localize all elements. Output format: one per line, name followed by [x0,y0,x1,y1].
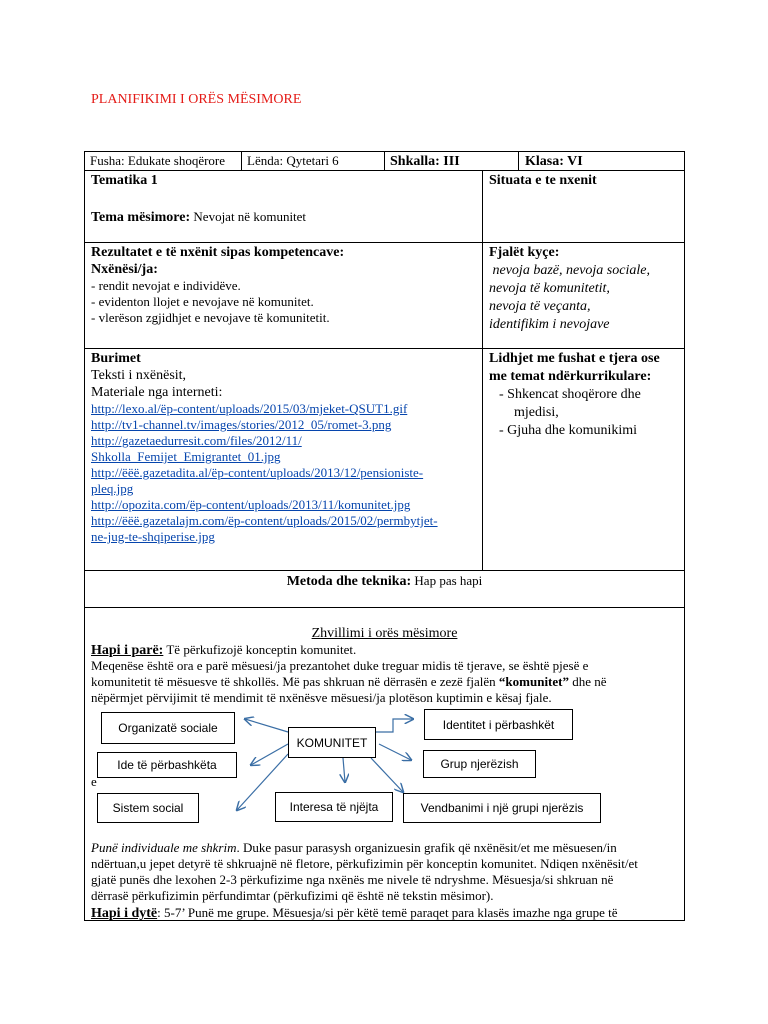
burimet-heading: Burimet [91,351,141,366]
fjalet-item: nevoja të veçanta, [489,299,591,314]
resource-link[interactable]: http://ëëë.gazetalajm.com/ëp-content/uploads/2015/02/permbytjet- [91,513,438,528]
hapi2-text: : 5-7’ Punë me grupe. Mësuesja/si për këtë temë paraqet para klasës imazhe nga grupe të [157,905,618,920]
resource-link[interactable]: http://tv1-channel.tv/images/stories/2012_05/romet-3.png [91,417,392,432]
burimet-line: Materiale nga interneti: [91,385,223,400]
hapi2-label: Hapi i dytë [91,906,158,921]
hapi2-line [91,904,617,922]
metoda-value: Hap pas hapi [411,573,483,588]
lesson-plan-table [84,151,685,921]
arrow-to-vendbanimi [371,758,403,792]
fjalet-item: nevoja të komunitetit, [489,281,610,296]
zhvillimi-title: Zhvillimi i orës mësimore [311,626,458,641]
nxenesi-label: Nxënësi/ja: [91,262,158,277]
rezultat-item: - rendit nevojat e individëve. [91,278,241,293]
resource-link[interactable]: http://gazetaedurresit.com/files/2012/11/ [91,433,302,448]
fjalet-heading: Fjalët kyçe: [489,245,560,260]
concept-node: Sistem social [97,793,199,823]
concept-center-komunitet: KOMUNITET [288,727,376,758]
fusha-cell: Fusha: Edukate shoqërore [90,153,226,168]
tema-label: Tema mësimore: [91,210,191,225]
tema-value: Nevojat në komunitet [190,209,307,224]
concept-node: Ide të përbashkëta [97,752,237,778]
fjalet-item: identifikim i nevojave [489,317,610,332]
paragraph-line: nëpërmjet përvijimit të mendimit të nxënësve mësuesi/ja plotëson kuptimin e kësaj fjale. [91,690,552,705]
paragraph-line: dërrasë përkufizimin përfundimtar (përkufizimi që është në tekstin mësimor). [91,888,494,903]
rezultat-item: - vlerëson zgjidhjet e nevojave të komunitetit. [91,310,330,325]
lidhjet-item: - Shkencat shoqërore dhe [499,387,641,402]
shkalla-cell: Shkalla: III [390,154,460,169]
resource-link[interactable]: http://lexo.al/ëp-content/uploads/2015/03/mjeket-QSUT1.gif [91,401,408,416]
resource-link[interactable]: Shkolla_Femijet_Emigrantet_01.jpg [91,449,281,464]
rezultatet-heading: Rezultatet e të nxënit sipas kompetencave: [91,245,345,260]
concept-node: Grup njerëzish [423,750,536,778]
paragraph-line: komunitetit të mësuesve të shkollës. Më pas shkruan në dërrasën e zezë fjalën “komunitet” dhe në [91,674,607,689]
paragraph-line: gjatë punës dhe lexohen 2-3 përkufizime nga nxënës me nivele të ndryshme. Mësuesja/si shkruan në [91,872,614,887]
lidhjet-item: - Gjuha dhe komunikimi [499,423,638,438]
concept-node: Organizatë sociale [101,712,235,744]
concept-node: Interesa të njëjta [275,792,393,822]
hapi1-text: Të përkufizojë konceptin komunitet. [163,642,357,657]
stray-letter: e [91,774,97,789]
resource-link[interactable]: pleq.jpg [91,481,134,496]
lidhjet-item: mjedisi, [514,405,559,420]
klasa-cell: Klasa: VI [525,154,583,169]
lidhjet-heading: Lidhjet me fushat e tjera ose [489,351,660,366]
hapi1-label: Hapi i parë: [91,643,164,658]
page-title: PLANIFIKIMI I ORËS MËSIMORE [91,92,302,107]
arrow-to-interesa [343,758,345,782]
resource-link[interactable]: ne-jug-te-shqiperise.jpg [91,529,215,544]
concept-node: Identitet i përbashkët [424,709,573,740]
arrow-to-ide [251,744,288,765]
resource-link[interactable]: http://ëëë.gazetadita.al/ëp-content/uploads/2013/12/pensioniste- [91,465,424,480]
arrow-to-identitet [375,719,413,732]
burimet-line: Teksti i nxënësit, [91,368,187,383]
keyword-komunitet: “komunitet” [498,674,569,689]
paragraph-line: Punë individuale me shkrim. Duke pasur parasysh organizuesin grafik që nxënësit/et me mësuesen/in [91,840,617,855]
arrow-to-organizate [245,719,288,732]
resource-link[interactable]: http://opozita.com/ëp-content/uploads/2013/11/komunitet.jpg [91,497,411,512]
paragraph-individual-work [91,840,679,904]
paragraph-line: Meqenëse është ora e parë mësuesi/ja prezantohet duke treguar midis të tjerave, se është pjesë e [91,658,589,673]
lenda-cell: Lënda: Qytetari 6 [247,153,339,168]
arrow-to-grup [379,744,411,760]
paragraph-line: ndërtuan,u jepet detyrë të shkruajnë në fletore, përkufizimin për konceptin komunitet. Ndiqen nxënësit/et [91,856,638,871]
tematika-heading: Tematika 1 [91,173,158,188]
lidhjet-heading: me temat ndërkurrikulare: [489,369,652,384]
situata-heading: Situata e te nxenit [489,173,597,188]
fjalet-item: nevoja bazë, nevoja sociale, [489,263,650,278]
metoda-label: Metoda dhe teknika: [286,574,412,589]
concept-node: Vendbanimi i një grupi njerëzis [403,793,601,823]
individual-work-label: Punë individuale me shkrim [91,840,237,855]
rezultat-item: - evidenton llojet e nevojave në komunitet. [91,294,314,309]
